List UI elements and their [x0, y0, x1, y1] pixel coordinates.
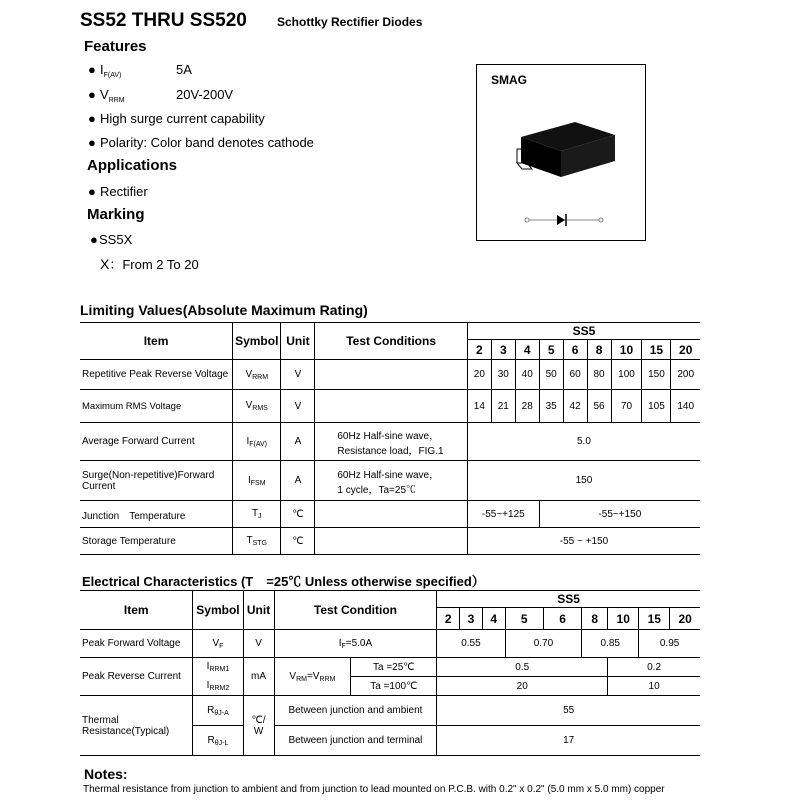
row-item: Thermal Resistance(Typical) [80, 696, 193, 756]
bullet-icon: ● [88, 87, 96, 102]
suffix-cell: 20 [670, 608, 700, 630]
header-symbol: Symbol [193, 591, 243, 630]
value-cell: 200 [671, 360, 700, 390]
feature-ifav-value: 5A [176, 62, 192, 77]
header-test-conditions: Test Conditions [315, 323, 468, 360]
value-cell: 100 [611, 360, 642, 390]
row-unit: A [281, 423, 315, 461]
suffix-cell: 3 [491, 340, 515, 360]
value-cell: 0.2 [608, 658, 700, 677]
bullet-icon: ● [90, 232, 98, 247]
value-cell: 20 [467, 360, 491, 390]
suffix-cell: 5 [505, 608, 543, 630]
value-cell: 80 [587, 360, 611, 390]
row-item: Junction Temperature [80, 501, 233, 528]
row-symbol: $T_J$ [233, 501, 281, 528]
row-unit: V [281, 360, 315, 390]
feature-ifav: ● $I_{F(AV)}$ [88, 62, 122, 79]
table-row [80, 630, 700, 658]
table-row [80, 423, 700, 461]
bullet-icon: ● [88, 184, 96, 199]
row-unit: V [243, 630, 274, 658]
value-cell: 14 [467, 390, 491, 423]
marking-code: ●SS5X [90, 232, 133, 247]
table-row [80, 323, 700, 340]
notes-heading: Notes: [84, 766, 128, 782]
row-unit: ℃ [281, 528, 315, 555]
row-item: Surge(Non-repetitive)Forward Current [80, 461, 233, 501]
row-item: Maximum RMS Voltage [80, 390, 233, 423]
row-item: Peak Reverse Current [80, 658, 193, 696]
row-unit: V [281, 390, 315, 423]
application-rectifier: ● Rectifier [88, 184, 148, 199]
row-test: $V_{RM}=V_{RRM}$ [274, 658, 351, 696]
header-unit: Unit [281, 323, 315, 360]
smag-package-icon [477, 65, 645, 240]
row-item: Peak Forward Voltage [80, 630, 193, 658]
row-test-ta: Ta =100℃ [351, 677, 437, 696]
bullet-icon: ● [88, 111, 96, 126]
row-symbol: $V_{RMS}$ [233, 390, 281, 423]
value-cell: 21 [491, 390, 515, 423]
row-test: $I_F=5.0A$ [274, 630, 437, 658]
suffix-cell: 2 [467, 340, 491, 360]
value-cell: -55~+125 [467, 501, 539, 528]
limiting-heading: Limiting Values(Absolute Maximum Rating) [80, 302, 368, 318]
suffix-cell: 8 [582, 608, 608, 630]
diode-terminal-left [525, 218, 529, 222]
row-test [315, 390, 468, 423]
row-test [315, 501, 468, 528]
row-item: Repetitive Peak Reverse Voltage [80, 360, 233, 390]
bullet-icon: ● [88, 62, 96, 77]
suffix-cell: 4 [482, 608, 505, 630]
value-cell: 150 [467, 461, 700, 501]
table-row [80, 360, 700, 390]
value-cell: 55 [437, 696, 700, 726]
header-symbol: Symbol [233, 323, 281, 360]
suffix-cell: 15 [639, 608, 670, 630]
value-cell: 0.70 [505, 630, 582, 658]
row-symbol: $I_{FSM}$ [233, 461, 281, 501]
value-cell: 150 [642, 360, 671, 390]
applications-heading: Applications [87, 157, 178, 174]
row-test: Between junction and ambient [274, 696, 437, 726]
suffix-cell: 4 [515, 340, 539, 360]
header-group: SS5 [437, 591, 700, 608]
suffix-cell: 10 [611, 340, 642, 360]
table-row [80, 461, 700, 501]
feature-vrrm: ● $V_{RRM}$ [88, 87, 125, 104]
row-symbol: $R_{\theta J-L}$ [193, 726, 243, 756]
value-cell: 35 [539, 390, 563, 423]
value-cell: 0.85 [582, 630, 639, 658]
row-symbol: $I_{RRM2}$ [193, 677, 243, 696]
table-row [80, 591, 700, 608]
row-unit: ℃/ W [243, 696, 274, 756]
value-cell: 60 [563, 360, 587, 390]
row-unit: A [281, 461, 315, 501]
value-cell: 40 [515, 360, 539, 390]
header-item: Item [80, 323, 233, 360]
row-test: 60Hz Half-sine wave， Resistance load，FIG.1 [315, 423, 468, 461]
features-heading: Features [84, 38, 147, 55]
row-test [315, 528, 468, 555]
value-cell: 0.55 [437, 630, 505, 658]
value-cell: 5.0 [467, 423, 700, 461]
value-cell: 42 [563, 390, 587, 423]
value-cell: 50 [539, 360, 563, 390]
value-cell: 140 [671, 390, 700, 423]
row-item: Average Forward Current [80, 423, 233, 461]
suffix-cell: 20 [671, 340, 700, 360]
row-unit: mA [243, 658, 274, 696]
row-test [315, 360, 468, 390]
notes-text: Thermal resistance from junction to ambient and from junction to lead mounted on P.C.B. with 0.2" x 0.2" (5.0 mm x 5.0 mm) copper [83, 784, 665, 795]
bullet-icon: ● [88, 135, 96, 150]
diode-terminal-right [599, 218, 603, 222]
row-symbol: $T_{STG}$ [233, 528, 281, 555]
row-test: 60Hz Half-sine wave， 1 cycle，Ta=25℃ [315, 461, 468, 501]
document-subtitle: Schottky Rectifier Diodes [277, 15, 423, 29]
table-row [80, 658, 700, 677]
suffix-cell: 2 [437, 608, 460, 630]
marking-note: X：From 2 To 20 [100, 256, 199, 272]
feature-vrrm-value: 20V-200V [176, 87, 234, 102]
package-figure [476, 64, 646, 241]
row-test-ta: Ta =25℃ [351, 658, 437, 677]
feature-polarity: ● Polarity: Color band denotes cathode [88, 135, 314, 150]
header-unit: Unit [243, 591, 274, 630]
suffix-cell: 10 [608, 608, 639, 630]
value-cell: 56 [587, 390, 611, 423]
row-test: Between junction and terminal [274, 726, 437, 756]
diode-triangle [557, 215, 565, 225]
electrical-heading: Electrical Characteristics (T =25℃ Unless otherwise specified） [82, 574, 485, 589]
feature-surge: ● High surge current capability [88, 111, 265, 126]
value-cell: 0.95 [639, 630, 700, 658]
header-item: Item [80, 591, 193, 630]
value-cell: 70 [611, 390, 642, 423]
suffix-cell: 6 [543, 608, 581, 630]
row-symbol: $V_{RRM}$ [233, 360, 281, 390]
value-cell: 0.5 [437, 658, 608, 677]
document-title: SS52 THRU SS520 [80, 10, 247, 31]
suffix-cell: 8 [587, 340, 611, 360]
value-cell: 30 [491, 360, 515, 390]
row-item: Storage Temperature [80, 528, 233, 555]
table-row [80, 390, 700, 423]
table-row [80, 501, 700, 528]
row-symbol: $I_{F(AV)}$ [233, 423, 281, 461]
value-cell: -55 ~ +150 [467, 528, 700, 555]
suffix-cell: 6 [563, 340, 587, 360]
header-group: SS5 [467, 323, 700, 340]
table-row [80, 696, 700, 726]
value-cell: 28 [515, 390, 539, 423]
row-symbol: $R_{\theta J-A}$ [193, 696, 243, 726]
row-symbol: $I_{RRM1}$ [193, 658, 243, 677]
value-cell: 105 [642, 390, 671, 423]
marking-heading: Marking [87, 206, 145, 223]
row-unit: ℃ [281, 501, 315, 528]
value-cell: 20 [437, 677, 608, 696]
value-cell: 17 [437, 726, 700, 756]
value-cell: 10 [608, 677, 700, 696]
package-label: SMAG [491, 73, 527, 87]
suffix-cell: 5 [539, 340, 563, 360]
value-cell: -55~+150 [539, 501, 700, 528]
suffix-cell: 15 [642, 340, 671, 360]
table-row [80, 528, 700, 555]
limiting-values-table [80, 322, 700, 555]
electrical-characteristics-table [80, 590, 700, 756]
row-symbol: $V_F$ [193, 630, 243, 658]
suffix-cell: 3 [460, 608, 483, 630]
header-test-condition: Test Condition [274, 591, 437, 630]
